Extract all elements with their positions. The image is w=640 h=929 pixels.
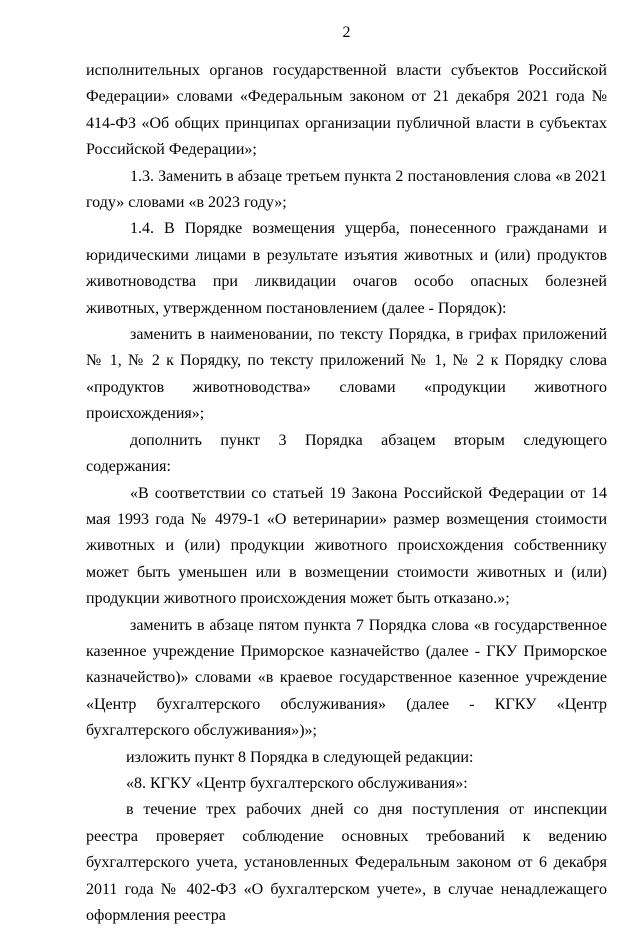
paragraph-replace-naming: заменить в наименовании, по тексту Порядка, в грифах приложений № 1, № 2 к Порядку, по тексту приложений № 1, № 2 к Порядку слова «продуктов животноводства» словами «продукции животного происхождения»; <box>86 326 607 423</box>
paragraph-point-8-text: в течение трех рабочих дней со дня поступления от инспекции реестра проверяет соблюдение основных требований к ведению бухгалтерского учета, установленных Федеральным законом от 6 декабря 2011 года № 402-ФЗ «О бухгалтерском учете», в случае ненадлежащего оформления реестра <box>86 801 607 924</box>
paragraph-item-1-4: 1.4. В Порядке возмещения ущерба, понесенного гражданами и юридическими лицами в результате изъятия животных и (или) продуктов животноводства при ликвидации очагов особо опасных болезней животных, утвержденном постановлением (далее - Порядок): <box>86 220 607 317</box>
paragraph-replace-point-7: заменить в абзаце пятом пункта 7 Порядка слова «в государственное казенное учреждение Приморское казначейство (далее - ГКУ Приморское казначейство)» словами «в краевое государственное казенное учреждение «Центр бухгалтерского обслуживания» (далее - КГКУ «Центр бухгалтерского обслуживания»)»; <box>86 616 607 740</box>
paragraph-item-1-3: 1.3. Заменить в абзаце третьем пункта 2 постановления слова «в 2021 году» словами «в 2023 году»; <box>86 167 607 212</box>
paragraph-restate-point-8: изложить пункт 8 Порядка в следующей редакции: <box>126 748 474 766</box>
paragraph-supplement-point-3: дополнить пункт 3 Порядка абзацем вторым следующего содержания: <box>86 431 607 476</box>
paragraph-point-8-heading: «8. КГКУ «Центр бухгалтерского обслуживания»: <box>126 774 468 792</box>
paragraph-quote-veterinary: «В соответствии со статьей 19 Закона Российской Федерации от 14 мая 1993 года № 4979-1 «О ветеринарии» размер возмещения стоимости животных и (или) продукции животного происхождения собственнику может быть уменьшен или в возмещении стоимости животных и (или) продукции животного происхождения может быть отказано.»; <box>86 484 607 608</box>
page-number: 2 <box>342 24 351 41</box>
document-body <box>86 58 607 929</box>
paragraph-continuation: исполнительных органов государственной власти субъектов Российской Федерации» словами «Федеральным законом от 21 декабря 2021 года № 414-ФЗ «Об общих принципах организации публичной власти в субъектах Российской Федерации»; <box>86 62 607 159</box>
